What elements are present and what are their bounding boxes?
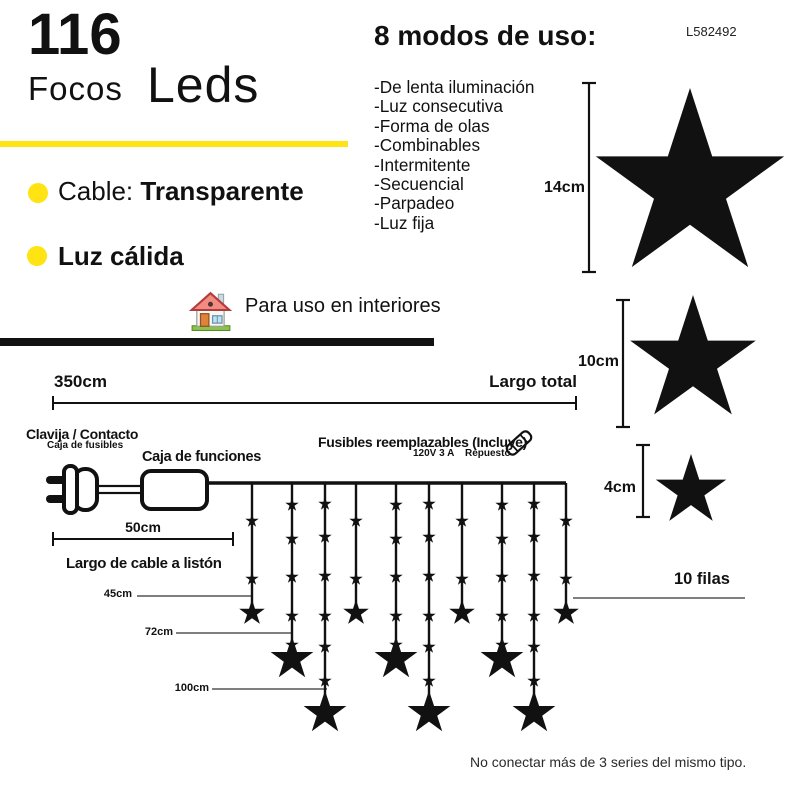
black-divider bbox=[0, 338, 434, 346]
indoor-note: Para uso en interiores bbox=[245, 295, 441, 317]
bullet-icon bbox=[28, 183, 48, 203]
modes-list bbox=[374, 78, 535, 233]
page-title-count: 116 bbox=[28, 2, 122, 67]
footer-note: No conectar más de 3 series del mismo tipo. bbox=[470, 754, 747, 770]
feature-light-value: Luz cálida bbox=[58, 241, 184, 271]
feature-light bbox=[58, 241, 184, 272]
mode-item: -Intermitente bbox=[374, 154, 471, 175]
total-length-label: Largo total bbox=[489, 372, 577, 391]
feature-cable-value: Transparente bbox=[140, 176, 304, 206]
fusebox-label: Caja de fusibles bbox=[47, 440, 124, 451]
feature-cable bbox=[58, 176, 304, 207]
feature-cable-label: Cable: bbox=[58, 176, 141, 206]
lead-length-value: 50cm bbox=[125, 519, 161, 535]
fuses-label: Fusibles reemplazables (Incluye) bbox=[318, 434, 528, 450]
star-size-14cm: 14cm bbox=[544, 179, 585, 196]
plug-label: Clavija / Contacto bbox=[26, 426, 139, 442]
mode-item: -Luz consecutiva bbox=[374, 96, 503, 117]
yellow-divider bbox=[0, 141, 348, 147]
total-length-value: 350cm bbox=[54, 372, 107, 391]
bullet-icon bbox=[27, 246, 47, 266]
mode-item: -De lenta iluminación bbox=[374, 77, 535, 97]
rows-label: 10 filas bbox=[674, 570, 730, 588]
mode-item: -Combinables bbox=[374, 135, 481, 156]
house-icon bbox=[189, 289, 233, 331]
drop-72cm-label: 72cm bbox=[144, 626, 173, 638]
star-size-4cm: 4cm bbox=[603, 479, 636, 496]
fuses-spare: Repuesto bbox=[465, 448, 511, 459]
fuses-spec: 120V 3 A bbox=[413, 448, 455, 459]
page-title-unit: Focos bbox=[28, 70, 123, 107]
mode-item: -Secuencial bbox=[374, 174, 464, 195]
star-size-10cm: 10cm bbox=[578, 353, 619, 370]
drop-100cm-label: 100cm bbox=[174, 682, 209, 694]
modes-title: 8 modos de uso: bbox=[374, 20, 597, 51]
page-title-product: Leds bbox=[147, 57, 260, 113]
functionbox-label: Caja de funciones bbox=[142, 449, 261, 465]
sku-code: L582492 bbox=[686, 24, 737, 39]
lead-length-label: Largo de cable a listón bbox=[66, 555, 222, 572]
mode-item: -Forma de olas bbox=[374, 115, 490, 136]
mode-item: -Luz fija bbox=[374, 212, 435, 233]
drop-45cm-label: 45cm bbox=[103, 588, 132, 600]
mode-item: -Parpadeo bbox=[374, 193, 455, 214]
